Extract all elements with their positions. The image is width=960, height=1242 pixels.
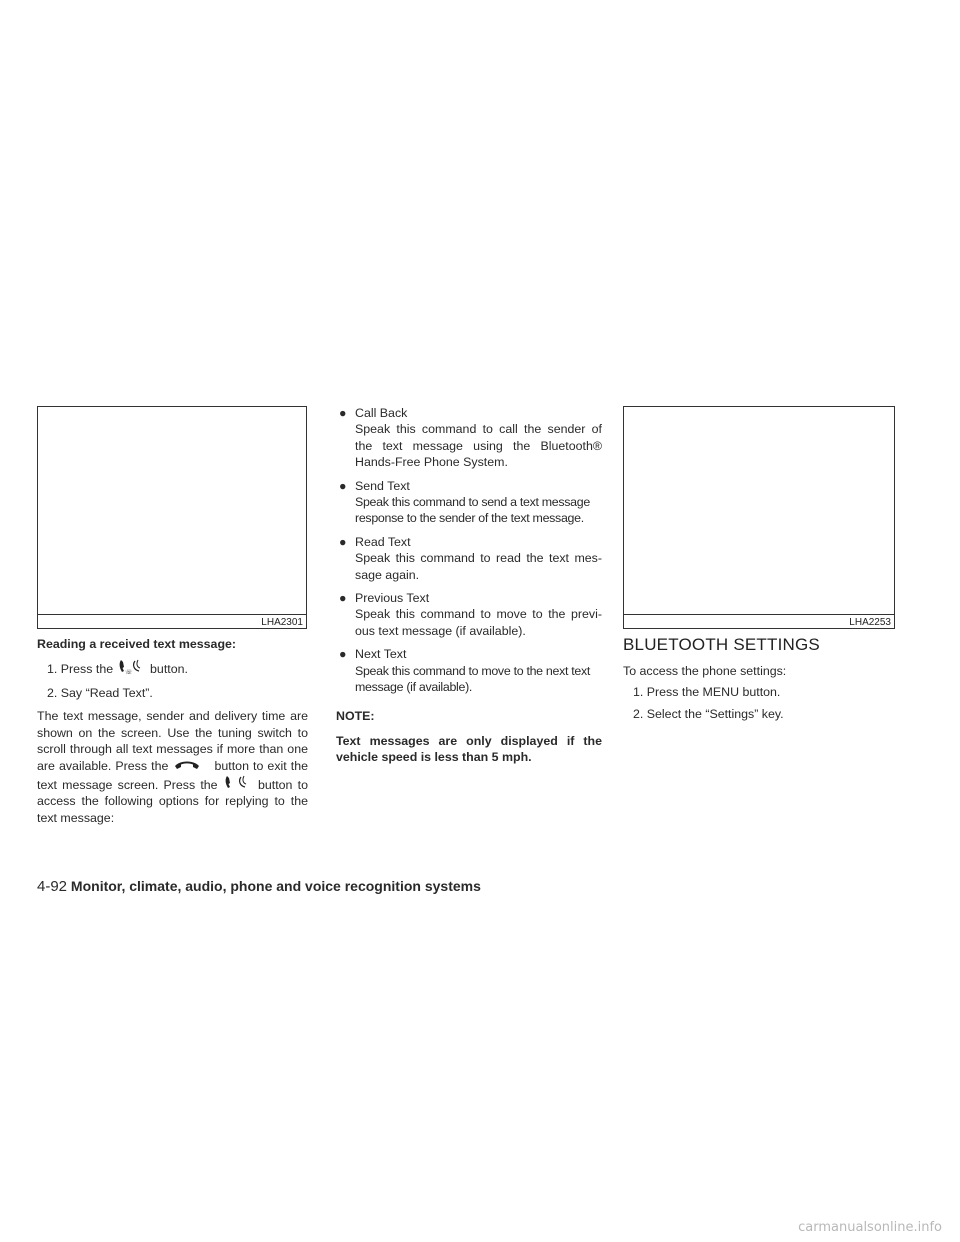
phone-hangup-icon [172, 758, 210, 772]
option-next-text [336, 646, 602, 695]
option-title: Send Text [355, 478, 410, 493]
intro-text: To access the phone settings: [623, 664, 787, 678]
bullet-icon: ● [339, 647, 347, 662]
chapter-title: Monitor, climate, audio, phone and voice recognition systems [70, 878, 481, 894]
bullet-icon: ● [339, 591, 347, 606]
option-title: Read Text [355, 534, 411, 549]
option-call-back [336, 405, 602, 471]
body-paragraph [37, 708, 308, 826]
right-column [623, 635, 895, 722]
step-1-suffix: button. [150, 662, 188, 677]
page-number: 4-92 [37, 878, 68, 895]
option-title: Call Back [355, 406, 408, 420]
svg-text:☏: ☏ [124, 669, 133, 676]
option-title: Previous Text [355, 591, 430, 606]
left-column [37, 636, 308, 826]
section-title: BLUETOOTH SETTINGS [623, 635, 820, 654]
page-footer [37, 877, 481, 896]
option-read-text [336, 534, 602, 583]
option-description: Speak this command to read the text mes- sage again. [355, 551, 602, 582]
paragraph-part-3: button to access the following options for replying to the text message: [37, 777, 308, 825]
option-send-text [336, 478, 602, 527]
option-description: Speak this command to send a text message response to the sender of the text message. [355, 495, 590, 526]
note-heading: NOTE: [336, 708, 375, 723]
bullet-icon: ● [339, 406, 347, 420]
bullet-icon: ● [339, 478, 347, 493]
bullet-icon: ● [339, 534, 347, 549]
figure-label: LHA2253 [849, 617, 891, 628]
paragraph-part-2: button to exit the text message screen. Press the [37, 759, 308, 792]
option-previous-text [336, 590, 602, 639]
subsection-heading: Reading a received text message: [37, 637, 237, 651]
option-description: Speak this command to call the sender of the text message using the Bluetooth® Hands-Free Phone System. [355, 422, 602, 470]
option-title: Next Text [355, 647, 407, 662]
phone-talk-icon [117, 659, 147, 676]
step-2: 2. Say “Read Text”. [47, 685, 153, 700]
note-text: Text messages are only displayed if the vehicle speed is less than 5 mph. [336, 733, 602, 765]
figure-right [623, 406, 895, 629]
step-1 [37, 659, 308, 677]
settings-step-2: 2. Select the “Settings” key. [633, 706, 784, 721]
middle-column [336, 405, 602, 766]
figure-label: LHA2301 [261, 617, 303, 628]
paragraph-part-1: The text message, sender and delivery time are shown on the screen. Use the tuning switch to scroll through all text messages if more than one are available. Press the [37, 709, 308, 773]
figure-left [37, 406, 307, 629]
settings-step-1: 1. Press the MENU button. [633, 685, 781, 700]
option-description: Speak this command to move to the previ- ous text message (if available). [355, 607, 602, 638]
watermark: carmanualsonline.info [798, 1219, 942, 1235]
step-1-prefix: 1. Press the [47, 662, 114, 677]
option-description: Speak this command to move to the next text message (if available). [355, 663, 591, 695]
phone-talk-icon [223, 775, 253, 789]
